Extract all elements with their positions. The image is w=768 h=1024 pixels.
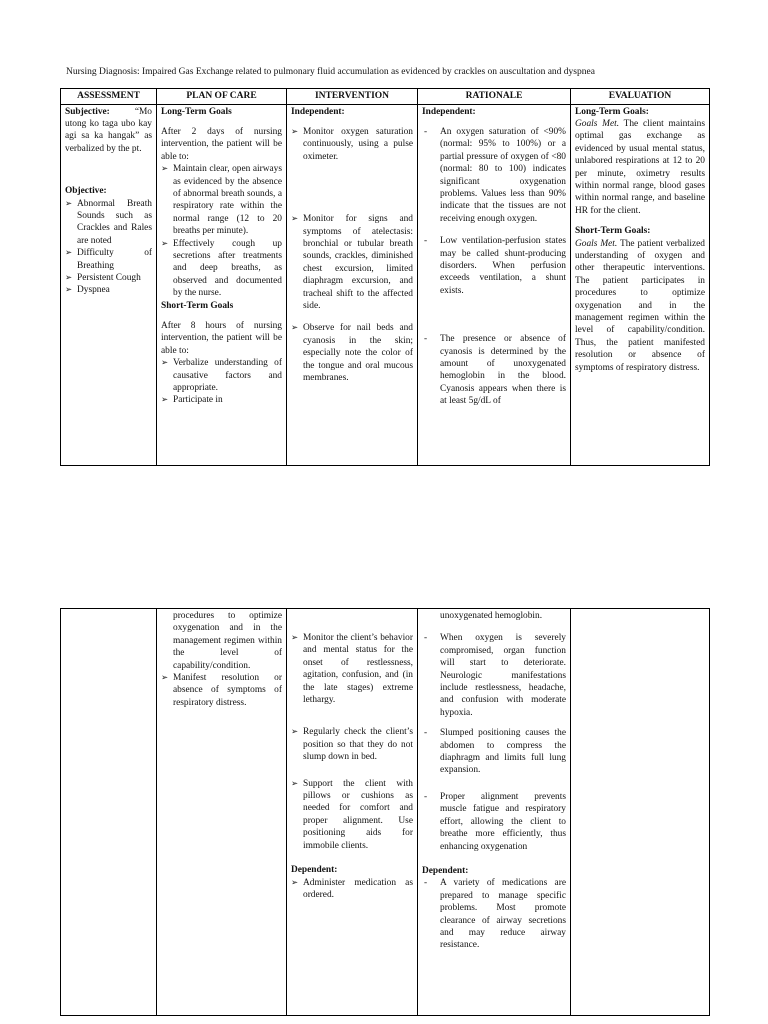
evaluation-cell bbox=[571, 104, 710, 465]
body-row bbox=[61, 104, 710, 465]
care-plan-table-page-2 bbox=[60, 608, 710, 1016]
nursing-diagnosis-title: Nursing Diagnosis: Impaired Gas Exchange related to pulmonary fluid accumulation as evidenced by crackles on auscultation and dyspnea bbox=[66, 67, 595, 77]
dependent-intervention-list bbox=[291, 877, 413, 902]
header-assessment: ASSESSMENT bbox=[61, 89, 157, 105]
long-term-goal-list bbox=[161, 163, 282, 299]
intervention-item: ➢ Monitor oxygen saturation continuously, using a pulse oximeter. bbox=[291, 126, 413, 163]
rationale-item: - Low ventilation-perfusion states may be called shunt-producing disorders. When perfusion exceeds ventilation, a shunt exists. bbox=[422, 235, 566, 297]
goal-item: ➢ Participate in bbox=[161, 394, 282, 406]
objective-item: ➢ Abnormal Breath Sounds such as Crackles and Rales are noted bbox=[65, 198, 152, 248]
long-term-eval-text: Goals Met. The client maintains optimal gas exchange as evidenced by usual mental status, unlabored respirations at 12 to 20 per minute, oximetry results within normal range, blood gases within normal range, and baseline HR for the client. bbox=[575, 118, 705, 216]
long-term-intro: After 2 days of nursing intervention, the patient will be able to: bbox=[161, 126, 282, 162]
goals-met-label: Goals Met. bbox=[575, 238, 618, 249]
short-term-eval-label: Short-Term Goals: bbox=[575, 226, 651, 237]
intervention-cell bbox=[287, 104, 418, 465]
rationale-item: - A variety of medications are prepared to manage specific problems. Most promote clearance of airway secretions and may reduce airway resistance. bbox=[422, 877, 566, 951]
assessment-cell bbox=[61, 104, 157, 465]
intervention-cell bbox=[287, 609, 418, 1016]
short-term-goal-list bbox=[161, 672, 282, 709]
short-term-goals-label: Short-Term Goals bbox=[161, 300, 234, 311]
intervention-item: ➢ Administer medication as ordered. bbox=[291, 877, 413, 902]
intervention-item: ➢ Regularly check the client’s position so that they do not slump down in bed. bbox=[291, 726, 413, 763]
header-rationale: RATIONALE bbox=[418, 89, 571, 105]
subjective-block bbox=[65, 106, 152, 156]
goal-item: ➢ Verbalize understanding of causative factors and appropriate. bbox=[161, 357, 282, 394]
rationale-item: - The presence or absence of cyanosis is determined by the amount of unoxygenated hemoglobin in the blood. Cyanosis appears when there is at least 5g/dL of bbox=[422, 333, 566, 407]
objective-item: ➢ Dyspnea bbox=[65, 284, 152, 296]
rationale-item: - When oxygen is severely compromised, organ function will start to deteriorate. Neurologic manifestations include restlessness, headache, and confusion with moderate hypoxia. bbox=[422, 632, 566, 719]
goal-item: ➢ Effectively cough up secretions after treatments and deep breaths, as observed and documented by the nurse. bbox=[161, 238, 282, 300]
rationale-cell bbox=[418, 104, 571, 465]
plan-of-care-cell bbox=[157, 609, 287, 1016]
intervention-item: ➢ Monitor the client’s behavior and mental status for the onset of restlessness, agitation, confusion, and (in the late stages) extreme lethargy. bbox=[291, 632, 413, 706]
rationale-list bbox=[422, 632, 566, 853]
intervention-list bbox=[291, 632, 413, 852]
short-term-intro: After 8 hours of nursing intervention, the patient will be able to: bbox=[161, 321, 282, 356]
header-evaluation: EVALUATION bbox=[571, 89, 710, 105]
intervention-item: ➢ Support the client with pillows or cushions as needed for comfort and proper alignment. Use positioning aids for immobile clients. bbox=[291, 778, 413, 852]
short-term-goal-list bbox=[161, 357, 282, 407]
long-term-goals-label: Long-Term Goals bbox=[161, 106, 232, 117]
subjective-label: Subjective: bbox=[65, 106, 110, 117]
rationale-list bbox=[422, 126, 566, 408]
subjective-text: “Mo utong ko taga ubo kay agi sa ka hangak” as verbalized by the pt. bbox=[65, 106, 152, 154]
rationale-item: - Proper alignment prevents muscle fatigue and respiratory effort, allowing the client to breathe more efficiently, thus enhancing oxygenation bbox=[422, 791, 566, 853]
dependent-label: Dependent: bbox=[291, 865, 338, 876]
objective-label: Objective: bbox=[65, 186, 107, 197]
evaluation-cell bbox=[571, 609, 710, 1016]
header-plan-of-care: PLAN OF CARE bbox=[157, 89, 287, 105]
objective-list bbox=[65, 198, 152, 297]
independent-label: Independent: bbox=[422, 106, 476, 117]
care-plan-table-page-1 bbox=[60, 88, 710, 466]
rationale-cell bbox=[418, 609, 571, 1016]
header-row bbox=[61, 89, 710, 105]
independent-label: Independent: bbox=[291, 106, 345, 117]
header-intervention: INTERVENTION bbox=[287, 89, 418, 105]
dependent-rationale-list bbox=[422, 877, 566, 951]
intervention-item: ➢ Monitor for signs and symptoms of atelectasis: bronchial or tubular breath sounds, crackles, diminished chest excursion, limited diaphragm excursion, and tracheal shift to the affected side. bbox=[291, 213, 413, 312]
objective-item: ➢ Difficulty of Breathing bbox=[65, 247, 152, 272]
dependent-label: Dependent: bbox=[422, 865, 469, 876]
goal-item: ➢ Maintain clear, open airways as evidenced by the absence of abnormal breath sounds, a respiratory rate within the normal range (12 to 20 breaths per minute). bbox=[161, 163, 282, 237]
goals-met-label: Goals Met. bbox=[575, 118, 620, 129]
body-row bbox=[61, 609, 710, 1016]
rationale-item: - Slumped positioning causes the abdomen to compress the diaphragm and limits full lung expansion. bbox=[422, 727, 566, 777]
goal-item: ➢ Manifest resolution or absence of symptoms of respiratory distress. bbox=[161, 672, 282, 709]
rationale-continued-text: unoxygenated hemoglobin. bbox=[440, 611, 543, 621]
assessment-cell bbox=[61, 609, 157, 1016]
short-term-eval-text: Goals Met. The patient verbalized understanding of oxygen and other therapeutic interventions. The patient participates in procedures to optimize oxygenation and in the management regimen within the level of capability/condition. Thus, the patient manifested resolution or absence of symptoms of respiratory distress. bbox=[575, 238, 705, 373]
plan-continued-text: procedures to optimize oxygenation and in the management regimen within the level of capability/condition. bbox=[173, 611, 282, 671]
rationale-item: - An oxygen saturation of <90% (normal: 95% to 100%) or a partial pressure of oxygen of <80 (normal: 80 to 100) indicates significant oxygenation problems. Values less than 90% indicate that the tissues are not receiving enough oxygen. bbox=[422, 126, 566, 225]
plan-of-care-cell bbox=[157, 104, 287, 465]
intervention-list bbox=[291, 126, 413, 385]
intervention-item: ➢ Observe for nail beds and cyanosis in the skin; especially note the color of the tongue and oral mucous membranes. bbox=[291, 322, 413, 384]
long-term-eval-label: Long-Term Goals: bbox=[575, 106, 649, 117]
objective-item: ➢ Persistent Cough bbox=[65, 272, 152, 284]
